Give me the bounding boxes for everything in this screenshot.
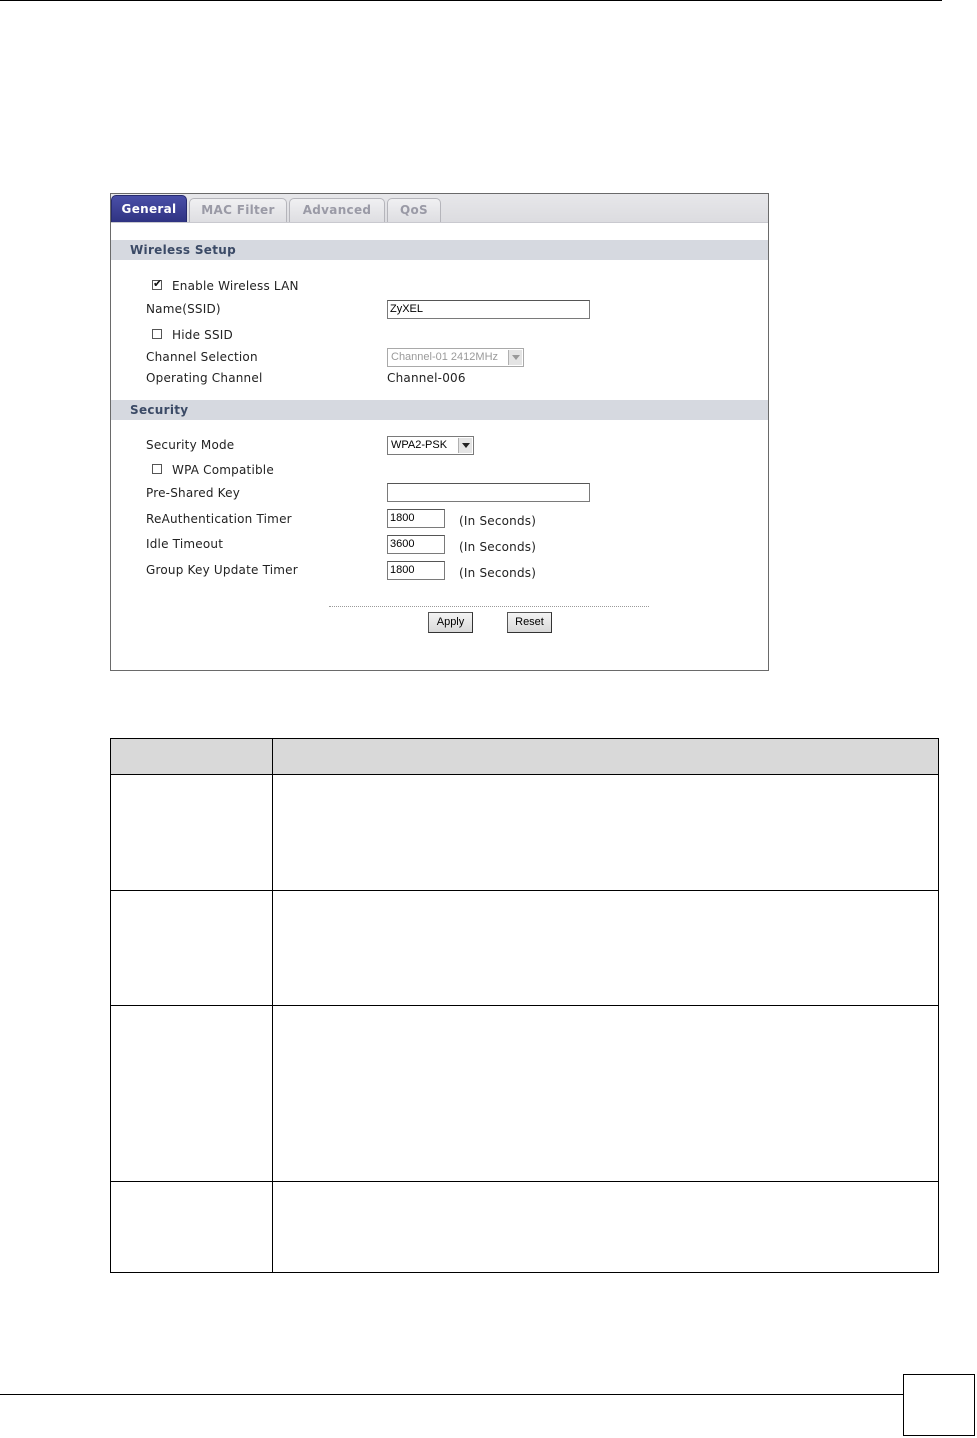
group-key-timer-input[interactable]: 1800 (387, 561, 445, 580)
apply-button[interactable]: Apply (428, 612, 473, 633)
enable-wireless-lan-checkbox[interactable] (152, 280, 162, 290)
pre-shared-key-label: Pre-Shared Key (146, 486, 241, 500)
group-key-timer-label: Group Key Update Timer (146, 563, 298, 577)
chevron-down-icon (508, 350, 522, 365)
idle-timeout-input[interactable]: 3600 (387, 535, 445, 554)
table-row (111, 1006, 939, 1182)
idle-timeout-unit: (In Seconds) (459, 540, 537, 554)
table-cell (111, 1006, 273, 1182)
wireless-setup-header: Wireless Setup (111, 240, 768, 260)
tab-advanced[interactable]: Advanced (289, 198, 385, 222)
hide-ssid-checkbox[interactable] (152, 329, 162, 339)
table-row (111, 891, 939, 1006)
table-cell (111, 775, 273, 891)
divider (329, 606, 649, 607)
tab-qos[interactable]: QoS (387, 198, 441, 222)
reauth-timer-input[interactable]: 1800 (387, 509, 445, 528)
security-mode-label: Security Mode (146, 438, 235, 452)
pre-shared-key-input[interactable] (387, 483, 590, 502)
table-cell (273, 1006, 939, 1182)
channel-selection-value: Channel-01 2412MHz (391, 351, 499, 363)
tab-bar (111, 194, 768, 223)
ssid-input[interactable]: ZyXEL (387, 300, 590, 319)
wpa-compatible-checkbox[interactable] (152, 464, 162, 474)
group-key-timer-unit: (In Seconds) (459, 566, 537, 580)
table-header-row (111, 739, 939, 775)
table-cell (273, 1182, 939, 1273)
chevron-down-icon (458, 438, 472, 453)
tab-general[interactable]: General (111, 195, 187, 222)
enable-wireless-lan-label: Enable Wireless LAN (172, 279, 299, 293)
wireless-settings-panel (110, 193, 769, 671)
channel-selection-label: Channel Selection (146, 350, 258, 364)
reauth-timer-unit: (In Seconds) (459, 514, 537, 528)
header-rule (0, 0, 942, 1)
operating-channel-value: Channel-006 (387, 371, 466, 385)
security-mode-select[interactable] (387, 436, 474, 455)
channel-selection-select[interactable] (387, 348, 524, 367)
table-header-cell (111, 739, 273, 775)
ssid-label: Name(SSID) (146, 302, 221, 316)
tab-mac-filter[interactable]: MAC Filter (189, 198, 287, 222)
wpa-compatible-label: WPA Compatible (172, 463, 274, 477)
security-mode-value: WPA2-PSK (391, 439, 448, 451)
page-number-box (903, 1374, 975, 1436)
operating-channel-label: Operating Channel (146, 371, 263, 385)
table-header-cell (273, 739, 939, 775)
reauth-timer-label: ReAuthentication Timer (146, 512, 292, 526)
table-row (111, 775, 939, 891)
table-cell (273, 891, 939, 1006)
description-table (110, 738, 939, 1273)
footer-rule (0, 1394, 903, 1395)
security-header: Security (111, 400, 768, 420)
table-row (111, 1182, 939, 1273)
table-cell (111, 891, 273, 1006)
hide-ssid-label: Hide SSID (172, 328, 233, 342)
table-cell (111, 1182, 273, 1273)
reset-button[interactable]: Reset (507, 612, 552, 633)
idle-timeout-label: Idle Timeout (146, 537, 224, 551)
table-cell (273, 775, 939, 891)
